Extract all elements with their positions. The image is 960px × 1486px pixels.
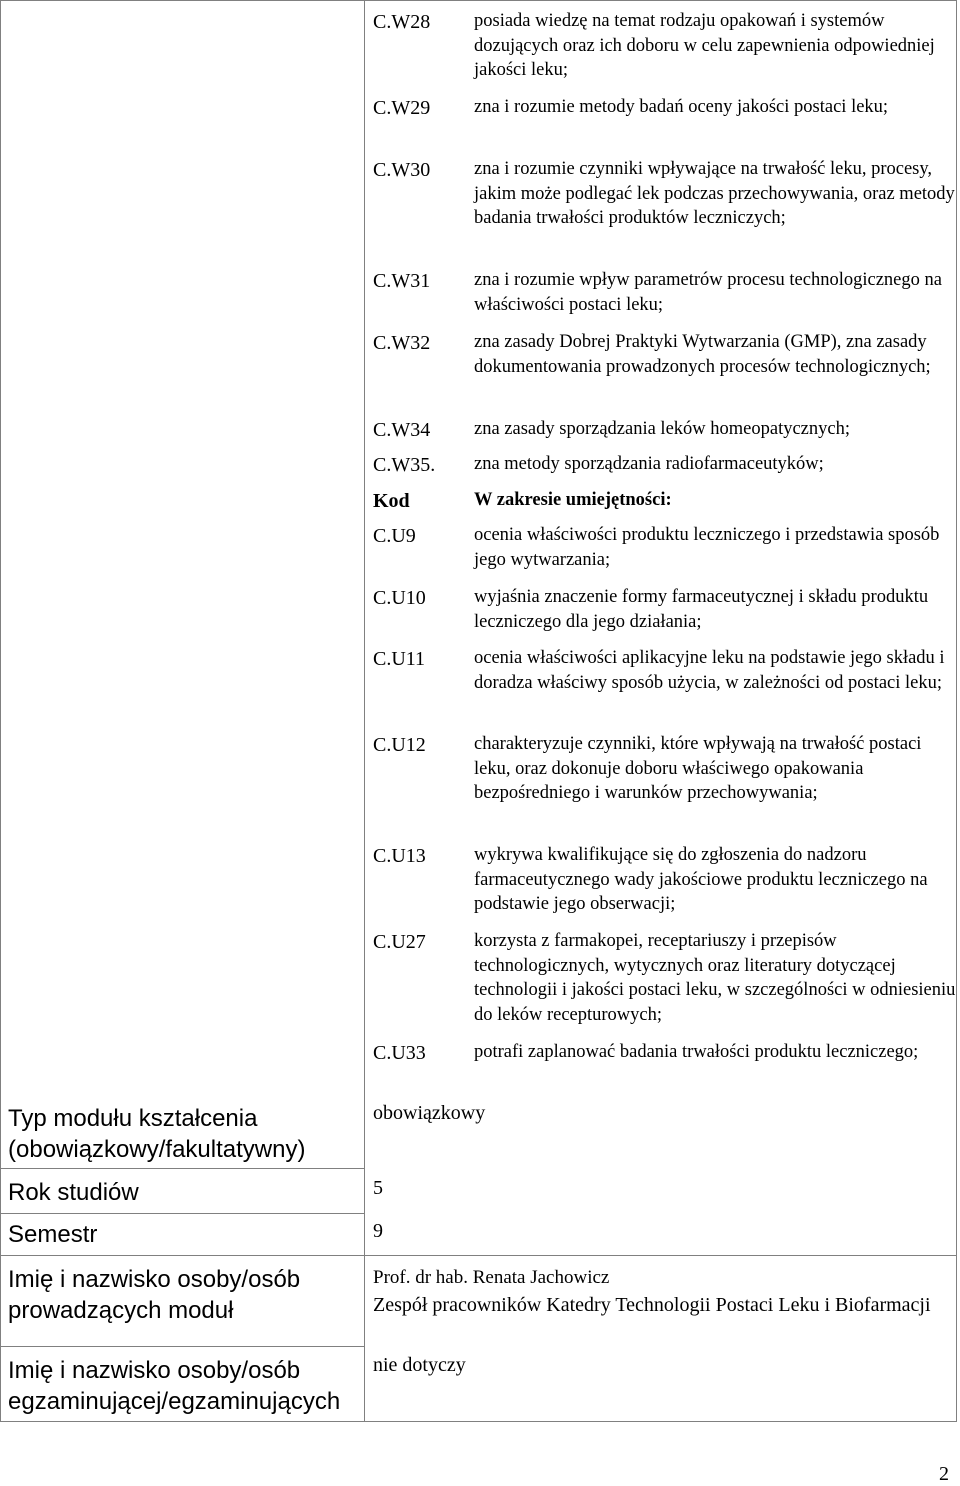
outcome-description: charakteryzuje czynniki, które wpływają na trwałość postaci leku, oraz dokonuje doboru właściwego opakowania bezpośredniego i warunków przechowywania;	[474, 734, 922, 803]
semester-label: Semestr	[8, 1221, 98, 1248]
outcome-code: C.U9	[373, 525, 416, 547]
code-column-header: Kod	[373, 490, 410, 512]
outcome-description: potrafi zaplanować badania trwałości produktu leczniczego;	[474, 1042, 919, 1062]
examiners-label: Imię i nazwisko osoby/osób egzaminującej/egzaminujących	[8, 1357, 341, 1415]
instructor-name: Prof. dr hab. Renata Jachowicz	[373, 1267, 610, 1288]
outcome-code: C.W31	[373, 270, 431, 292]
outcome-code: C.U11	[373, 648, 426, 670]
outcome-description: korzysta z farmakopei, receptariuszy i przepisów technologicznych, wytycznych oraz literatury dotyczącej technologii i jakości postaci leku, w szczególności w odniesieniu do leków recepturowych;	[474, 931, 956, 1025]
instructors-label: Imię i nazwisko osoby/osób prowadzących moduł	[8, 1266, 301, 1324]
outcome-description: posiada wiedzę na temat rodzaju opakowań i systemów dozujących oraz ich doboru w celu zapewnienia odpowiedniej jakości leku;	[474, 11, 935, 80]
column-divider-left	[364, 0, 365, 1422]
outcome-code: C.W29	[373, 97, 431, 119]
outcome-code: C.W32	[373, 332, 431, 354]
outcome-code: C.U33	[373, 1042, 426, 1064]
outcome-code: C.W28	[373, 11, 431, 33]
outcome-code: C.W35.	[373, 454, 436, 476]
outcome-description: zna i rozumie wpływ parametrów procesu technologicznego na właściwości postaci leku;	[474, 270, 942, 315]
outcome-code: C.U10	[373, 587, 426, 609]
row-divider	[0, 1213, 364, 1214]
year-value: 5	[373, 1177, 383, 1199]
outcome-description: zna i rozumie czynniki wpływające na trwałość leku, procesy, jakim może podlegać lek podczas przechowywania, oraz metody badania trwałości produktów leczniczych;	[474, 159, 955, 228]
outcome-code: C.W34	[373, 419, 431, 441]
row-divider	[0, 1346, 364, 1347]
outcome-description: ocenia właściwości produktu leczniczego i przedstawia sposób jego wytwarzania;	[474, 525, 940, 570]
instructors-value	[373, 1265, 943, 1318]
outcome-description: zna metody sporządzania radiofarmaceutyków;	[474, 454, 824, 474]
module-type-value: obowiązkowy	[373, 1102, 486, 1124]
outcome-code: C.U13	[373, 845, 426, 867]
outcome-description: zna zasady Dobrej Praktyki Wytwarzania (GMP), zna zasady dokumentowania prowadzonych procesów technologicznych;	[474, 332, 931, 377]
outcome-description: ocenia właściwości aplikacyjne leku na podstawie jego składu i doradza właściwy sposób użycia, w zależności od postaci leku;	[474, 648, 945, 693]
row-divider	[0, 1255, 957, 1256]
outcome-code: C.W30	[373, 159, 431, 181]
semester-value: 9	[373, 1220, 383, 1242]
examiners-value: nie dotyczy	[373, 1354, 466, 1376]
outcome-description: zna i rozumie metody badań oceny jakości postaci leku;	[474, 97, 889, 117]
outcome-description: wyjaśnia znaczenie formy farmaceutycznej i składu produktu leczniczego dla jego działania;	[474, 587, 929, 632]
instructor-team: Zespół pracowników Katedry Technologii Postaci Leku i Biofarmacji	[373, 1293, 931, 1316]
outcome-code: C.U27	[373, 931, 426, 953]
row-divider	[0, 1168, 364, 1169]
module-type-label: Typ modułu kształcenia (obowiązkowy/fakultatywny)	[8, 1105, 306, 1163]
row-divider	[0, 1421, 957, 1422]
outcome-description: zna zasady sporządzania leków homeopatycznych;	[474, 419, 850, 439]
page-number: 2	[939, 1463, 949, 1485]
outcome-description: wykrywa kwalifikujące się do zgłoszenia do nadzoru farmaceutycznego wady jakościowe produktu leczniczego na podstawie jego obserwacji;	[474, 845, 928, 914]
outcome-code: C.U12	[373, 734, 426, 756]
year-label: Rok studiów	[8, 1179, 139, 1206]
skills-section-heading: W zakresie umiejętności:	[474, 490, 672, 510]
